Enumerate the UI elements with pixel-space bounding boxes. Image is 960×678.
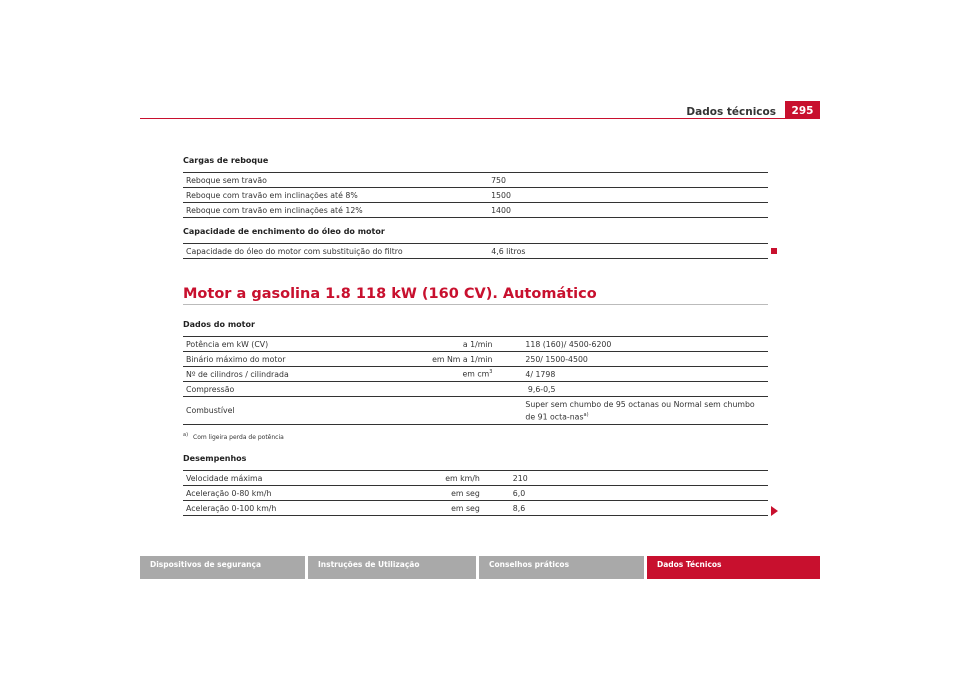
table-row bbox=[183, 367, 768, 382]
towing-table bbox=[183, 172, 768, 218]
row-unit: em seg bbox=[442, 486, 483, 501]
row-value: 8,6 bbox=[483, 501, 768, 516]
oil-table bbox=[183, 243, 768, 259]
table-row bbox=[183, 173, 768, 188]
engine-section-label: Dados do motor bbox=[183, 320, 255, 329]
row-label: Velocidade máxima bbox=[183, 471, 442, 486]
table-row bbox=[183, 244, 768, 259]
row-label: Binário máximo do motor bbox=[183, 352, 429, 367]
page-number: 295 bbox=[785, 101, 820, 119]
heading-rule bbox=[183, 304, 768, 305]
row-unit: em Nm a 1/min bbox=[429, 352, 495, 367]
footer-tab-seguranca[interactable]: Dispositivos de segurança bbox=[140, 556, 305, 579]
row-value: 250/ 1500-4500 bbox=[495, 352, 768, 367]
table-row bbox=[183, 352, 768, 367]
towing-section-label: Cargas de reboque bbox=[183, 156, 269, 165]
footnote-mark: a) bbox=[183, 432, 189, 438]
row-label: Aceleração 0-100 km/h bbox=[183, 501, 442, 516]
footer-tab-conselhos[interactable]: Conselhos práticos bbox=[479, 556, 644, 579]
table-row bbox=[183, 471, 768, 486]
table-row bbox=[183, 382, 768, 397]
running-header-title: Dados técnicos bbox=[686, 106, 776, 118]
header-rule bbox=[140, 118, 820, 119]
row-label: Combustível bbox=[183, 397, 429, 425]
row-unit: em seg bbox=[442, 501, 483, 516]
footnote-ref: a) bbox=[583, 411, 589, 418]
row-label: Reboque com travão em inclinações até 8% bbox=[183, 188, 461, 203]
row-label: Reboque com travão em inclinações até 12% bbox=[183, 203, 461, 218]
engine-table bbox=[183, 336, 768, 425]
unit-superscript: 3 bbox=[489, 369, 493, 376]
table-row bbox=[183, 501, 768, 516]
row-unit bbox=[429, 382, 495, 397]
row-unit bbox=[429, 367, 495, 382]
row-value: 210 bbox=[483, 471, 768, 486]
performance-section-label: Desempenhos bbox=[183, 454, 247, 463]
table-row bbox=[183, 188, 768, 203]
row-value: 118 (160)/ 4500-6200 bbox=[495, 337, 768, 352]
row-label: Capacidade do óleo do motor com substituição do filtro bbox=[183, 244, 461, 259]
row-value: 1400 bbox=[461, 203, 768, 218]
row-value bbox=[495, 397, 768, 425]
row-unit bbox=[429, 397, 495, 425]
unit-text: em cm bbox=[462, 369, 490, 379]
row-label: Reboque sem travão bbox=[183, 173, 461, 188]
row-label: Compressão bbox=[183, 382, 429, 397]
footnote bbox=[183, 432, 284, 441]
performance-table bbox=[183, 470, 768, 516]
row-unit: a 1/min bbox=[429, 337, 495, 352]
row-label: Aceleração 0-80 km/h bbox=[183, 486, 442, 501]
footnote-text: Com ligeira perda de potência bbox=[193, 434, 284, 441]
row-value: 4/ 1798 bbox=[495, 367, 768, 382]
section-end-marker bbox=[771, 248, 777, 254]
motor-heading: Motor a gasolina 1.8 118 kW (160 CV). Automático bbox=[183, 286, 597, 302]
footer-tab-instrucoes[interactable]: Instruções de Utilização bbox=[308, 556, 476, 579]
row-label: Potência em kW (CV) bbox=[183, 337, 429, 352]
oil-section-label: Capacidade de enchimento do óleo do motor bbox=[183, 227, 385, 236]
table-row bbox=[183, 397, 768, 425]
row-value: 1500 bbox=[461, 188, 768, 203]
table-row bbox=[183, 486, 768, 501]
row-value: 9,6-0,5 bbox=[495, 382, 768, 397]
row-value: 6,0 bbox=[483, 486, 768, 501]
row-value: 750 bbox=[461, 173, 768, 188]
footer-tab-dados-tecnicos[interactable]: Dados Técnicos bbox=[647, 556, 820, 579]
table-row bbox=[183, 337, 768, 352]
fuel-text: Super sem chumbo de 95 octanas ou Normal sem chumbo de 91 octa-nas bbox=[525, 399, 755, 422]
table-row bbox=[183, 203, 768, 218]
row-unit: em km/h bbox=[442, 471, 483, 486]
row-label: Nº de cilindros / cilindrada bbox=[183, 367, 429, 382]
next-page-arrow-icon[interactable] bbox=[771, 506, 778, 516]
row-value: 4,6 litros bbox=[461, 244, 768, 259]
